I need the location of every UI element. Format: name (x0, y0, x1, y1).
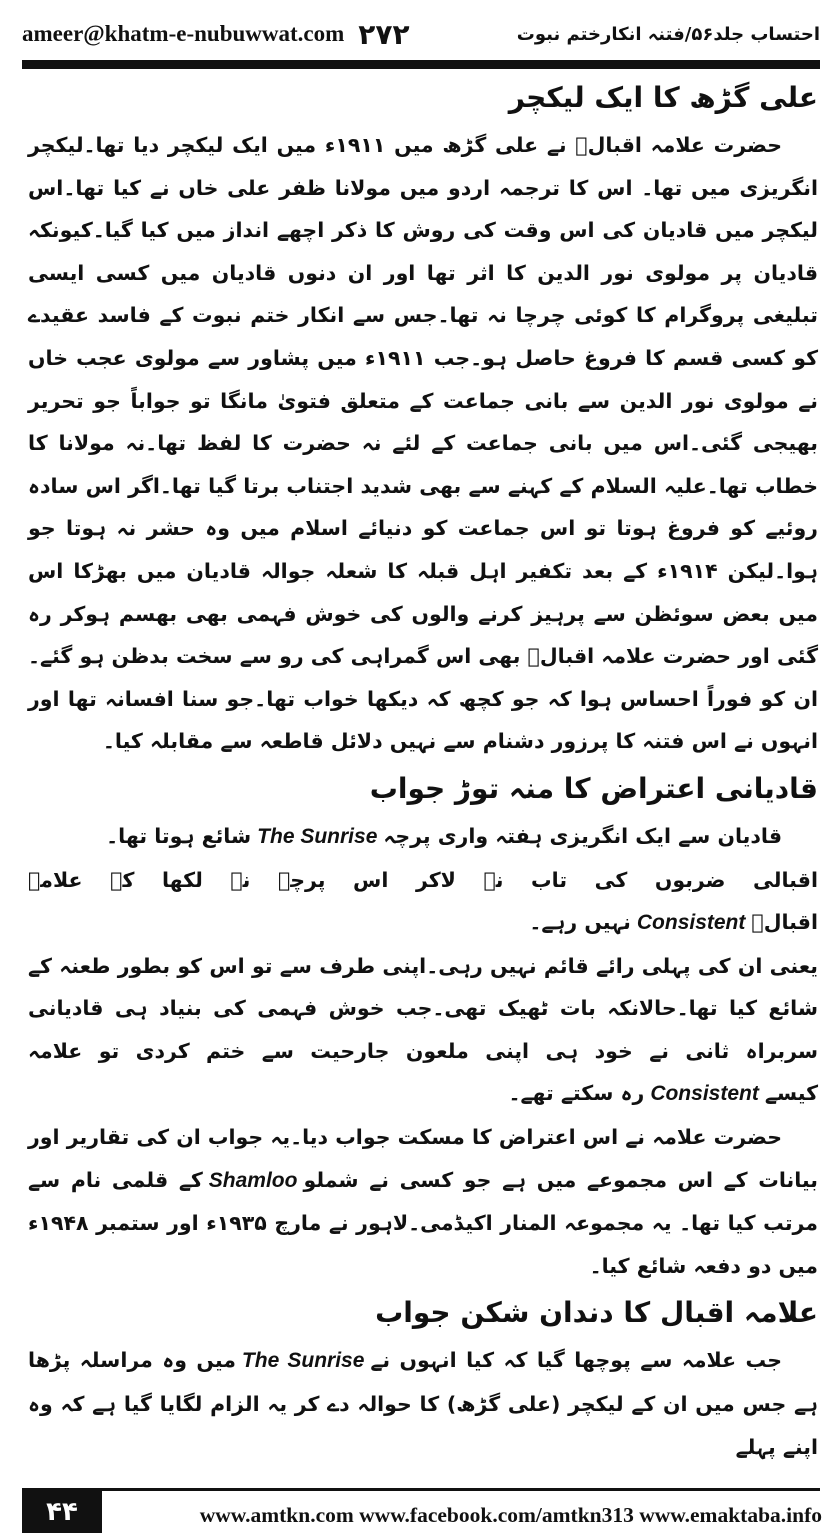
section-heading: قادیانی اعتراض کا منہ توڑ جواب (369, 771, 818, 805)
footer-links[interactable]: www.amtkn.com www.facebook.com/amtkn313 www.emaktaba.info (199, 1502, 822, 1527)
paragraph-text: یعنی ان کی پہلی رائے قائم نہیں رہی۔اپنی طرف سے تو اس کو بطور طعنہ کے شائع کیا تھا۔حالانکہ بات ٹھیک تھی۔جب خوش فہمی کی بنیاد ہی قادیانی سربراہ ثانی نے خود ہی اپنی ملعون جارحیت سے ختم کردی تو علامہ کیسے (28, 953, 818, 1106)
paragraph-text: حضرت علامہ نے اس اعتراض کا مسکت جواب دیا۔یہ جواب ان کی تقاریر اور بیانات کے اس مجموعے میں ہے جو کسی نے شملو (28, 1125, 818, 1192)
latin-term: Shamloo (208, 1168, 298, 1192)
latin-term: Consistent (636, 911, 746, 935)
paragraph-text: اقبالی ضربوں کی تاب نہ لاکر اس پرچہ نے لکھا کہ علامہ اقبالؒ (28, 867, 818, 935)
body-paragraph (28, 815, 818, 859)
body-paragraph (28, 945, 818, 1116)
footer-page-number-box (22, 1491, 102, 1533)
paragraph-text: قادیان سے ایک انگریزی ہفتہ واری پرچہ (383, 823, 782, 848)
paragraph-text: میں وہ مراسلہ پڑھا ہے جس میں ان کے لیکچر (علی گڑھ) کا حوالہ دے کر یہ الزام لگایا گیا ہے کہ وہ اپنے پہلے (28, 1348, 818, 1459)
header-running-title: احتساب جلد۵۶/فتنہ انکارختم نبوت (516, 23, 820, 45)
section-heading: علی گڑھ کا ایک لیکچر (508, 81, 818, 114)
latin-term: The Sunrise (241, 1349, 365, 1373)
paragraph-text: کے قلمی نام سے مرتب کیا تھا۔ یہ مجموعہ المنار اکیڈمی۔لاہور نے مارچ ۱۹۳۵ء اور ستمبر ۱۹۴۸ء میں دو دفعہ شائع کیا۔ (28, 1167, 818, 1278)
paragraph-text: جب علامہ سے پوچھا گیا کہ کیا انہوں نے (370, 1348, 783, 1373)
latin-term: The Sunrise (257, 824, 378, 848)
paragraph-text: نہیں رہے۔ (529, 910, 631, 935)
body-paragraph (28, 1339, 818, 1468)
body-paragraph: حضرت علامہ اقبالؒ نے علی گڑھ میں ۱۹۱۱ء میں ایک لیکچر دیا تھا۔لیکچر انگریزی میں تھا۔ اس کا ترجمہ اردو میں مولانا ظفر علی خاں نے کیا تھا۔اس لیکچر میں قادیان کی اس وقت کی روش کا ذکر اچھے انداز میں کیا گیا۔کیونکہ قادیان پر مولوی نور الدین کا اثر تھا اور ان دنوں قادیان میں کسی ایسی تبلیغی پروگرام کا کوئی چرچا نہ تھا۔جس سے انکار ختم نبوت کے فاسد عقیدے کو کسی قسم کا فروغ حاصل ہو۔جب ۱۹۱۱ء میں پشاور سے مولوی عجب خاں نے مولوی نور الدین سے بانی جماعت کے متعلق فتویٰ مانگا تو جواباً جو تحریر بھیجی گئی۔اس میں بانی جماعت کے لئے نہ حضرت کا لفظ تھا۔نہ مولانا کا خطاب تھا۔علیہ السلام کے کہنے سے بھی شدید اجتناب برتا گیا تھا۔اگر اس سادہ روئیے کو فروغ ہوتا تو اس جماعت کو دنیائے اسلام میں وہ حشر نہ ہوتا جو ہوا۔لیکن ۱۹۱۴ء کے بعد تکفیر اہل قبلہ کا شعلہ جوالہ قادیان میں بھڑکا اس میں بعض سوئظن سے پرہیز کرنے والوں کی خوش فہمی بھی بھسم ہوکر رہ گئی اور حضرت علامہ اقبالؒ بھی اس گمراہی کی رو سے سخت بدظن ہو گئے۔ان کو فوراً احساس ہوا کہ جو کچھ کہ دیکھا خواب تھا۔جو سنا افسانہ تھا اور انہوں نے اس فتنہ کا پرزور دشنام سے نہیں دلائل قاطعہ سے مقابلہ کیا۔ (28, 133, 818, 754)
footer-rule (22, 1488, 820, 1491)
article-body (28, 72, 818, 1468)
header-page-number: ۲۷۲ (358, 17, 410, 51)
header-left (22, 18, 410, 51)
latin-term: Consistent (650, 1082, 759, 1106)
page-header (22, 14, 820, 54)
footer-page-number: ۴۴ (46, 1497, 78, 1527)
paragraph-text: رہ سکتے تھے۔ (508, 1081, 645, 1106)
header-email[interactable]: ameer@khatm-e-nubuwwat.com (22, 21, 345, 46)
paragraph-text: شائع ہوتا تھا۔ (106, 823, 252, 848)
header-rule (22, 60, 820, 69)
body-paragraph (28, 859, 818, 945)
body-paragraph (28, 1116, 818, 1287)
section-heading: علامہ اقبال کا دندان شکن جواب (375, 1296, 818, 1330)
